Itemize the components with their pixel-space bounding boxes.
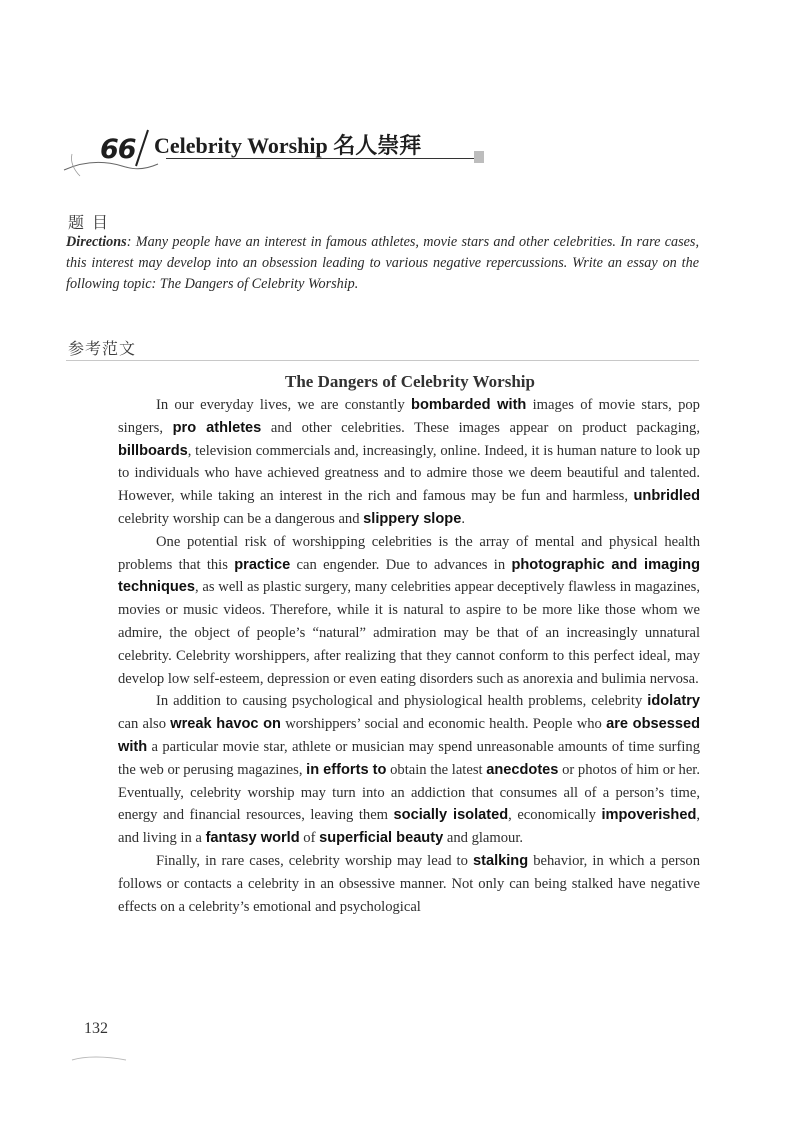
essay-text: , and living in a (118, 807, 701, 847)
key-phrase: superficial beauty (319, 830, 444, 847)
chapter-number: 66 (100, 134, 136, 165)
essay-text: , as well as plastic surgery, many celebrities appear deceptively flawless in magazines, movies or music videos. Therefore, while it is natural to aspire to be more like those whom we admire, the object of people’s “natural” admiration may be that of an increasingly unnatural celebrity. Celebrity worshippers, after realizing that they cannot conform to this perfect ideal, may develop low self-esteem, depression or even eating disorders such as anorexia and bulimia nervosa. (118, 579, 700, 687)
key-phrase: idolatry (647, 693, 700, 710)
key-phrase: photographic and imaging techniques (118, 556, 701, 596)
key-phrase: bombarded with (411, 397, 527, 413)
key-phrase: billboards (118, 442, 188, 459)
key-phrase: stalking (472, 852, 529, 869)
key-phrase: slippery slope (363, 510, 462, 527)
key-phrase: practice (234, 556, 291, 573)
topic-label: 题目 (68, 213, 117, 232)
essay-text: In our everyday lives, we are constantly (156, 397, 412, 413)
key-phrase: anecdotes (486, 761, 559, 778)
essay-title: The Dangers of Celebrity Worship (285, 372, 535, 391)
key-phrase: in efforts to (306, 761, 387, 778)
key-phrase: socially isolated (393, 807, 509, 824)
essay-paragraph (118, 531, 700, 691)
key-phrase: fantasy world (205, 830, 300, 847)
essay-text: or photos of him or her. Eventually, celebrity worship may turn into an addiction that consumes all of a person’s time, energy and financial resources, leaving them (118, 761, 700, 824)
essay-text: behavior, in which a person follows or contacts a celebrity in an obsessive manner. Not only can being stalked have negative effects on a celebrity’s emotional and psychological (118, 852, 700, 915)
directions-label: Directions (66, 234, 127, 250)
directions-paragraph (66, 232, 699, 295)
essay-text: , television commercials and, increasingly, online. Indeed, it is human nature to look up to individuals who have achieved greatness and to admire those we deem beautiful and talented. However, while taking an interest in the rich and famous may be fun and harmless, (118, 442, 700, 505)
chapter-underline (166, 158, 476, 159)
key-phrase: pro athletes (172, 419, 262, 436)
key-phrase: unbridled (633, 488, 700, 505)
chapter-end-block (474, 151, 484, 163)
essay-text: and glamour. (443, 830, 524, 847)
essay-text: In addition to causing psychological and physiological health problems, celebrity (156, 693, 648, 710)
essay-text: obtain the latest (386, 761, 487, 778)
section-divider (66, 360, 699, 361)
footer-ornament (70, 1054, 130, 1064)
key-phrase: impoverished (601, 807, 697, 824)
essay-paragraph (118, 850, 700, 918)
essay-paragraph (118, 394, 700, 531)
chapter-slash-ornament (132, 128, 152, 168)
chapter-title: Celebrity Worship 名人崇拜 (154, 133, 422, 158)
key-phrase: wreak havoc on (170, 716, 281, 733)
essay-text: can engender. Due to advances in (290, 556, 512, 573)
essay-text: and other celebrities. These images appear on product packaging, (261, 419, 701, 436)
page-number: 132 (84, 1020, 108, 1037)
essay-text: images of movie stars, pop singers, (118, 397, 700, 436)
essay-text: a particular movie star, athlete or musician may spend unreasonable amounts of time surfing the web or perusing magazines, (118, 738, 700, 778)
essay-text: One potential risk of worshipping celebrities is the array of mental and physical health problems that this (118, 533, 700, 573)
essay-body (118, 394, 700, 918)
essay-text: of (299, 830, 320, 847)
directions-text: : Many people have an interest in famous athletes, movie stars and other celebrities. In rare cases, this interest may develop into an obsession leading to various negative repercussions. Write an essay on the following topic: The Dangers of Celebrity Worship. (66, 234, 699, 292)
essay-text: Finally, in rare cases, celebrity worship may lead to (156, 852, 473, 869)
essay-text: worshippers’ social and economic health. People who (280, 716, 607, 733)
key-phrase: are obsessed with (118, 716, 700, 755)
essay-paragraph (118, 690, 700, 850)
sample-essay-label: 参考范文 (68, 339, 137, 358)
essay-text: , economically (508, 807, 602, 824)
chapter-header (62, 118, 492, 182)
essay-text: celebrity worship can be a dangerous and (118, 510, 364, 527)
essay-text: . (461, 510, 465, 527)
essay-text: can also (118, 716, 171, 733)
